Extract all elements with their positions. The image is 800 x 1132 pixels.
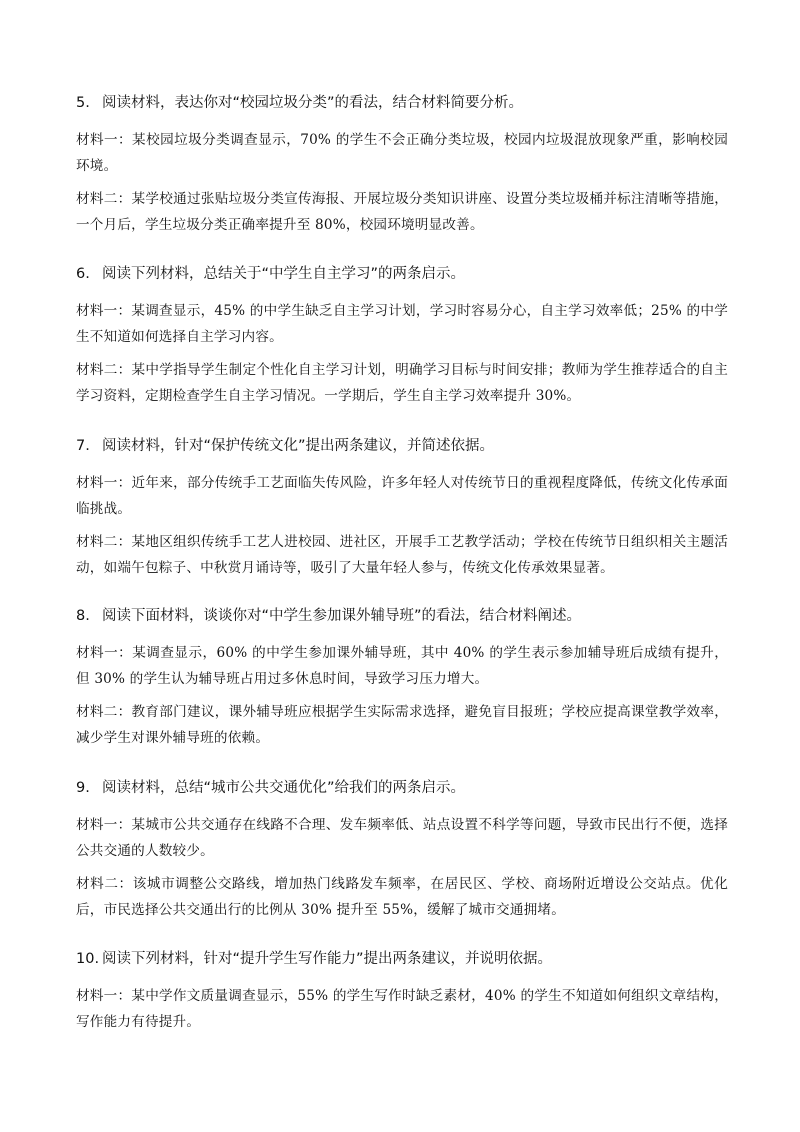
question-title [76, 436, 728, 456]
material-1: 材料一：某城市公共交通存在线路不合理、发车频率低、站点设置不科学等问题，导致市民出行不便，选择公共交通的人数较少。 [76, 817, 728, 859]
material-2: 材料二：某学校通过张贴垃圾分类宣传海报、开展垃圾分类知识讲座、设置分类垃圾桶并标注清晰等措施，一个月后，学生垃圾分类正确率提升至 80%，校园环境明显改善。 [76, 191, 728, 233]
question-number: 7. [76, 438, 90, 454]
question-5 [76, 93, 728, 245]
question-text: 阅读材料，表达你对“校园垃圾分类”的看法，结合材料简要分析。 [102, 95, 524, 111]
question-text: 阅读下列材料，针对“提升学生写作能力”提出两条建议，并说明依据。 [102, 951, 553, 967]
question-number: 10. [76, 951, 100, 967]
question-text: 阅读下面材料，谈谈你对“中学生参加课外辅导班”的看法，结合材料阐述。 [102, 608, 582, 624]
question-7 [76, 436, 728, 588]
question-title [76, 778, 728, 798]
question-number: 8. [76, 608, 90, 624]
material-1: 材料一：某校园垃圾分类调查显示，70% 的学生不会正确分类垃圾，校园内垃圾混放现象严重，影响校园环境。 [76, 132, 728, 174]
material-1: 材料一：某调查显示，60% 的中学生参加课外辅导班，其中 40% 的学生表示参加辅导班后成绩有提升，但 30% 的学生认为辅导班占用过多休息时间，导致学习压力增大。 [76, 645, 728, 687]
question-text: 阅读材料，针对“保护传统文化”提出两条建议，并简述依据。 [102, 438, 495, 454]
question-text: 阅读材料，总结“城市公共交通优化”给我们的两条启示。 [102, 780, 466, 796]
question-10 [76, 949, 728, 1042]
material-1: 材料一：某中学作文质量调查显示，55% 的学生写作时缺乏素材，40% 的学生不知道如何组织文章结构，写作能力有待提升。 [76, 988, 728, 1030]
material-1: 材料一：某调查显示，45% 的中学生缺乏自主学习计划，学习时容易分心，自主学习效率低；25% 的中学生不知道如何选择自主学习内容。 [76, 303, 728, 345]
question-number: 5. [76, 95, 90, 111]
material-2: 材料二：某地区组织传统手工艺人进校园、进社区，开展手工艺教学活动；学校在传统节日组织相关主题活动，如端午包粽子、中秋赏月诵诗等，吸引了大量年轻人参与，传统文化传承效果显著。 [76, 534, 728, 576]
material-2: 材料二：教育部门建议，课外辅导班应根据学生实际需求选择，避免盲目报班；学校应提高课堂教学效率，减少学生对课外辅导班的依赖。 [76, 704, 728, 746]
question-title [76, 264, 728, 284]
question-number: 6. [76, 266, 90, 282]
question-8 [76, 606, 728, 758]
material-2: 材料二：该城市调整公交路线，增加热门线路发车频率，在居民区、学校、商场附近增设公交站点。优化后，市民选择公共交通出行的比例从 30% 提升至 55%，缓解了城市交通拥堵。 [76, 876, 728, 918]
question-title [76, 93, 728, 113]
material-2: 材料二：某中学指导学生制定个性化自主学习计划，明确学习目标与时间安排；教师为学生推荐适合的自主学习资料，定期检查学生自主学习情况。一学期后，学生自主学习效率提升 30%。 [76, 362, 728, 404]
question-text: 阅读下列材料，总结关于“中学生自主学习”的两条启示。 [102, 266, 466, 282]
material-1: 材料一：近年来，部分传统手工艺面临失传风险，许多年轻人对传统节日的重视程度降低，传统文化传承面临挑战。 [76, 475, 728, 517]
question-6 [76, 264, 728, 416]
question-number: 9. [76, 780, 90, 796]
question-title [76, 606, 728, 626]
question-title [76, 949, 728, 969]
question-9 [76, 778, 728, 930]
